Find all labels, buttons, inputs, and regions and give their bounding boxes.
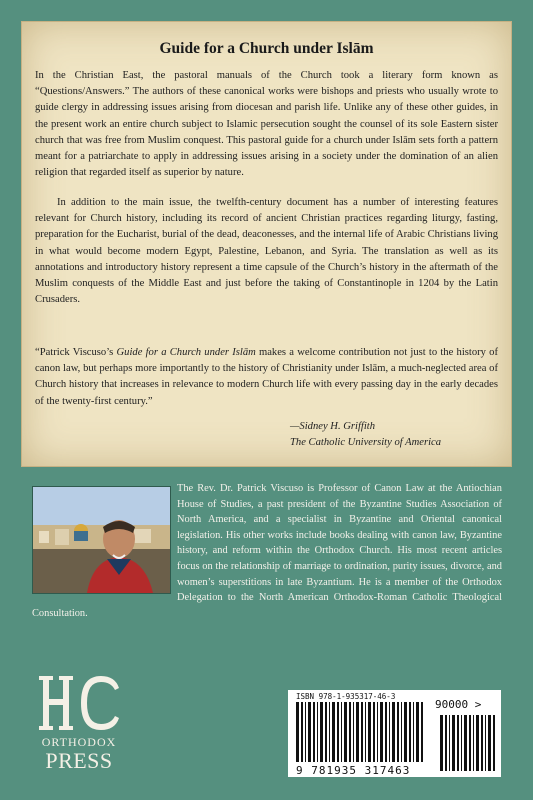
barcode-bar xyxy=(389,702,390,762)
barcode-bar xyxy=(329,702,330,762)
barcode-bar xyxy=(413,702,414,762)
barcode-bar xyxy=(440,715,443,771)
quote-text-before: “Patrick Viscuso’s xyxy=(35,347,117,358)
barcode-bar xyxy=(464,715,467,771)
price-code: 90000 > xyxy=(435,698,482,711)
barcode-bar xyxy=(337,702,339,762)
barcode-bar xyxy=(457,715,459,771)
barcode-bar xyxy=(377,702,378,762)
barcode-bar xyxy=(493,715,495,771)
barcode-bar xyxy=(313,702,315,762)
barcode-bar xyxy=(481,715,483,771)
barcode-bar xyxy=(341,702,342,762)
barcode-bar xyxy=(361,702,363,762)
barcode-bar xyxy=(488,715,491,771)
quote-book-title: Guide for a Church under Islām xyxy=(116,347,256,358)
barcode-bar xyxy=(416,702,419,762)
barcode-bar xyxy=(404,702,407,762)
publisher-name xyxy=(33,735,125,772)
barcode-bar xyxy=(449,715,450,771)
barcode-bar xyxy=(452,715,455,771)
barcode-bar xyxy=(332,702,335,762)
barcode-bar xyxy=(317,702,318,762)
barcode-bar xyxy=(473,715,474,771)
barcode-bar xyxy=(409,702,411,762)
isbn-label: ISBN 978-1-935317-46-3 xyxy=(296,692,396,701)
barcode-bars xyxy=(296,702,424,762)
barcode-bar xyxy=(356,702,359,762)
author-photo-image xyxy=(33,487,170,593)
barcode-bar xyxy=(401,702,402,762)
barcode-bar xyxy=(365,702,366,762)
quote-affiliation: The Catholic University of America xyxy=(290,437,442,448)
barcode-bar xyxy=(385,702,387,762)
isbn-digits: 9 781935 317463 xyxy=(296,764,411,777)
barcode-bar xyxy=(373,702,375,762)
barcode-bar xyxy=(421,702,423,762)
barcode-bar xyxy=(296,702,299,762)
barcode-addon-bars xyxy=(440,715,496,771)
book-title: Guide for a Church under Islām xyxy=(159,40,374,57)
hc-monogram-icon xyxy=(33,672,125,734)
barcode-bar xyxy=(380,702,383,762)
barcode-bar xyxy=(469,715,471,771)
barcode-bar xyxy=(305,702,306,762)
endorsement-quote xyxy=(35,345,498,410)
barcode-bar xyxy=(349,702,351,762)
barcode-bar xyxy=(320,702,323,762)
author-bio-text: The Rev. Dr. Patrick Viscuso is Professor of Canon Law at the Antiochian House of Studies, a past president of the Byzantine Studies Association of North America, and a specialist in Byzantine and Oriental canonical legislation. His other works include books dealing with canon law, Byzantine history, and reform within the Orthodox Church. His most recent articles focus on the relationship of marriage to ordination, purity issues, divorce, and women’s superstitions in late Byzantium. He is a member of the Orthodox Delegation to the North American Orthodox-Roman Catholic Theological Consultation. xyxy=(32,483,502,619)
publisher-line-2: PRESS xyxy=(45,748,113,773)
author-photo xyxy=(32,486,171,594)
barcode-bar xyxy=(461,715,462,771)
barcode-bar xyxy=(308,702,311,762)
barcode-bar xyxy=(397,702,399,762)
barcode-bar xyxy=(353,702,354,762)
description-paragraph-1: In the Christian East, the pastoral manuals of the Church took a literary form known as “Questions/Answers.” The authors of these canonical works were bishops and priests who usually wrote to guide clergy in addressing issues arising from diocesan and parish life. Unlike any of these other guides, in the present work an entire church subject to Islamic persecution sought the counsel of its sole Eastern sister church that was free from Muslim conquest. This pastoral guide for a church under Islām sets forth a pattern meant for a patriarchate to apply in addressing issues arising in a society under the domination of an alien religion that regarded itself as superior by nature. xyxy=(35,70,498,179)
description-paragraph-2: In addition to the main issue, the twelfth-century document has a number of interesting features relevant for Church history, including its record of ancient Christian practices regarding liturgy, fasting, preparation for the Eucharist, burial of the dead, deaconesses, and the internal life of Arabic Christians living in what would become modern Egypt, Palestine, Lebanon, and Syria. The translation as well as its annotations and introductory history represent a time capsule of the Church’s history in the aftermath of the Muslim conquests of the Middle East and just before the taking of Constantinople in 1204 by the Latin Crusaders. xyxy=(35,197,498,306)
barcode-bar xyxy=(485,715,486,771)
barcode-bar xyxy=(368,702,371,762)
publisher-line-1: ORTHODOX xyxy=(41,735,117,749)
barcode-bar xyxy=(445,715,447,771)
quote-text-after: makes a welcome contribution not just to the history of canon law, but perhaps more importantly to the history of Christianity under Islām, a much-neglected area of Church history that increases in relevance to modern Church life with every passing day in the early decades of the twenty-first century.” xyxy=(35,347,498,407)
barcode-bar xyxy=(476,715,479,771)
barcode-bar xyxy=(392,702,395,762)
barcode-bar xyxy=(344,702,347,762)
barcode-bar xyxy=(301,702,303,762)
barcode-bar xyxy=(325,702,327,762)
quote-author: —Sidney H. Griffith xyxy=(290,421,376,432)
